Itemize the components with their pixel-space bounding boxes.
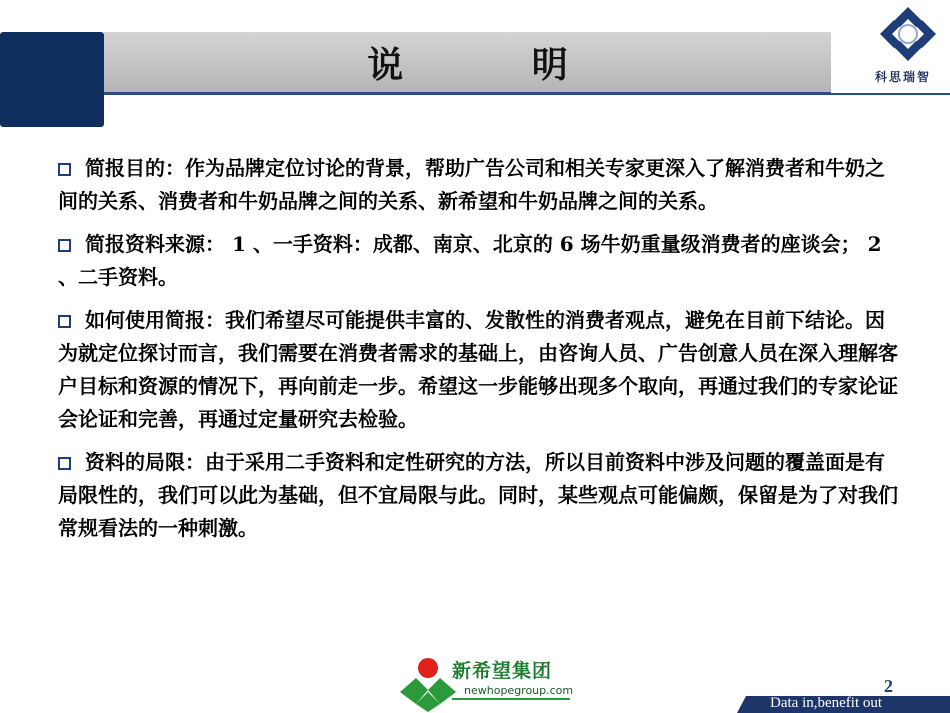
header-rule <box>831 93 950 95</box>
paragraph-text: 简报目的：作为品牌定位讨论的背景，帮助广告公司和相关专家更深入了解消费者和牛奶之间的关系、消费者和牛奶品牌之间的关系、新希望和牛奶品牌之间的关系。 <box>58 156 885 213</box>
header-left-block <box>0 32 104 127</box>
brand-logo-text: 科思瑞智 <box>874 70 931 84</box>
content-list <box>58 152 898 555</box>
paragraph-text: 资料的局限：由于采用二手资料和定性研究的方法，所以目前资料中涉及问题的覆盖面是有局限性的，我们可以此为基础，但不宜局限与此。同时，某些观点可能偏颇，保留是为了对我们常规看法的一种刺激。 <box>58 450 898 540</box>
page-title: 说 明 <box>367 43 626 86</box>
footer-tagline: Data in,benefit out <box>770 695 883 711</box>
paragraph-text: 如何使用简报：我们希望尽可能提供丰富的、发散性的消费者观点，避免在目前下结论。因为就定位探讨而言，我们需要在消费者需求的基础上，由咨询人员、广告创意人员在深入理解客户目标和资源的情况下，再向前走一步。希望这一步能够出现多个取向，再通过我们的专家论证会论证和完善，再通过定量研究去检验。 <box>58 308 898 431</box>
checkbox-square-icon <box>58 315 71 328</box>
title-bar <box>104 32 831 95</box>
list-item <box>58 152 898 218</box>
kesi-ring-logo-icon <box>872 3 944 65</box>
footer-logo-cn: 新希望集团 <box>452 660 553 682</box>
checkbox-square-icon <box>58 239 71 252</box>
checkbox-square-icon <box>58 163 71 176</box>
list-item <box>58 446 898 545</box>
footer-logo-en: newhopegroup.com <box>464 684 574 697</box>
paragraph-text: 简报资料来源： 1 、一手资料：成都、南京、北京的 6 场牛奶重量级消费者的座谈会； 2 、二手资料。 <box>58 232 882 289</box>
checkbox-square-icon <box>58 457 71 470</box>
page-number: 2 <box>884 676 893 696</box>
list-item <box>58 228 898 294</box>
list-item <box>58 304 898 436</box>
